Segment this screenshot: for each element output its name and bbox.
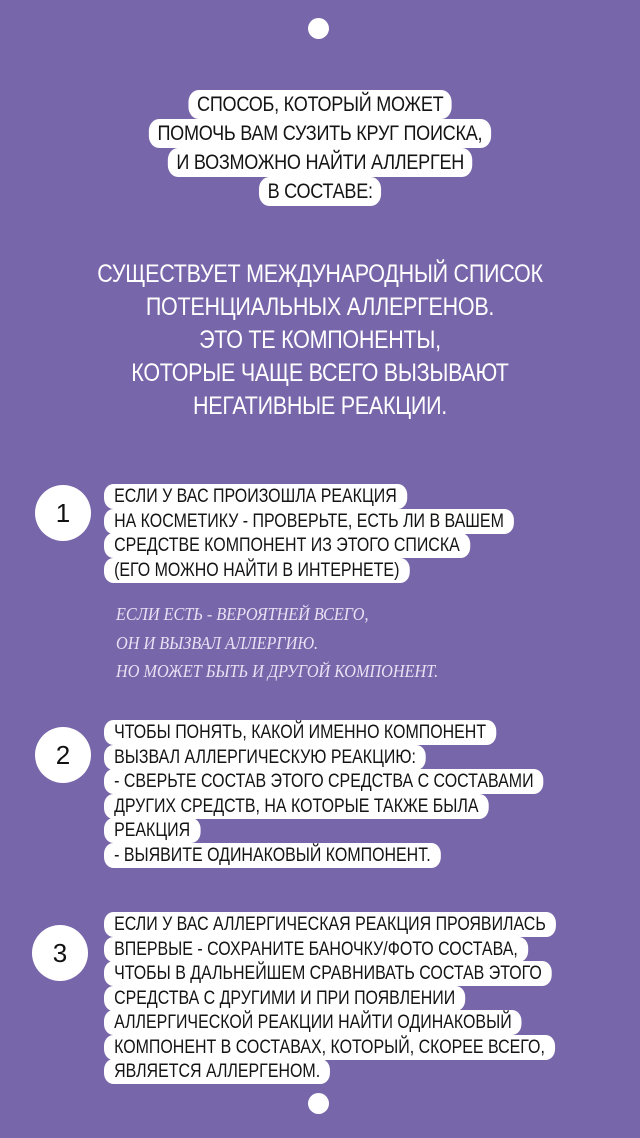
step-2-text: [104, 720, 544, 867]
step-number-badge: 1: [35, 485, 91, 541]
step-1-text: [104, 484, 514, 582]
step-line: ДРУГИХ СРЕДСТВ, НА КОТОРЫЕ ТАКЖЕ БЫЛА: [104, 794, 489, 819]
title-line: ПОМОЧЬ ВАМ СУЗИТЬ КРУГ ПОИСКА,: [149, 119, 491, 148]
bottom-dot: [308, 1093, 329, 1114]
step-line: - ВЫЯВИТЕ ОДИНАКОВЫЙ КОМПОНЕНТ.: [104, 843, 441, 868]
title: [0, 90, 640, 206]
title-line: СПОСОБ, КОТОРЫЙ МОЖЕТ: [188, 90, 452, 119]
step-line: СРЕДСТВЕ КОМПОНЕНТ ИЗ ЭТОГО СПИСКА: [104, 533, 470, 558]
step-line: ЯВЛЯЕТСЯ АЛЛЕРГЕНОМ.: [104, 1059, 330, 1084]
subtitle-line: СУЩЕСТВУЕТ МЕЖДУНАРОДНЫЙ СПИСОК: [97, 260, 543, 288]
step-line: ЕСЛИ У ВАС ПРОИЗОШЛА РЕАКЦИЯ: [104, 484, 407, 509]
step-line: ЧТОБЫ В ДАЛЬНЕЙШЕМ СРАВНИВАТЬ СОСТАВ ЭТОГО: [104, 961, 552, 986]
subtitle-line: ЭТО ТЕ КОМПОНЕНТЫ,: [199, 326, 441, 354]
step-line: ВЫЗВАЛ АЛЛЕРГИЧЕСКУЮ РЕАКЦИЮ:: [104, 745, 426, 770]
subtitle: [0, 258, 640, 423]
step-line: СРЕДСТВА С ДРУГИМИ И ПРИ ПОЯВЛЕНИИ: [104, 986, 465, 1011]
step-line: ЕСЛИ У ВАС АЛЛЕРГИЧЕСКАЯ РЕАКЦИЯ ПРОЯВИЛАСЬ: [104, 912, 556, 937]
step-line: КОМПОНЕНТ В СОСТАВАХ, КОТОРЫЙ, СКОРЕЕ ВСЕГО,: [104, 1035, 555, 1060]
step-number-badge: 2: [35, 727, 91, 783]
step-number-badge: 3: [32, 925, 88, 981]
note-line: ЕСЛИ ЕСТЬ - ВЕРОЯТНЕЙ ВСЕГО,: [116, 604, 369, 624]
step-line: (ЕГО МОЖНО НАЙТИ В ИНТЕРНЕТЕ): [104, 558, 409, 583]
step-line: ВПЕРВЫЕ - СОХРАНИТЕ БАНОЧКУ/ФОТО СОСТАВА,: [104, 937, 528, 962]
note-line: НО МОЖЕТ БЫТЬ И ДРУГОЙ КОМПОНЕНТ.: [116, 661, 439, 681]
subtitle-line: ПОТЕНЦИАЛЬНЫХ АЛЛЕРГЕНОВ.: [145, 293, 495, 321]
step-line: РЕАКЦИЯ: [104, 818, 200, 843]
note-line: ОН И ВЫЗВАЛ АЛЛЕРГИЮ.: [116, 632, 319, 653]
step-line: - СВЕРЬТЕ СОСТАВ ЭТОГО СРЕДСТВА С СОСТАВАМИ: [104, 769, 544, 794]
subtitle-line: КОТОРЫЕ ЧАЩЕ ВСЕГО ВЫЗЫВАЮТ: [131, 359, 509, 387]
step-1-note: [116, 600, 438, 686]
step-line: АЛЛЕРГИЧЕСКОЙ РЕАКЦИИ НАЙТИ ОДИНАКОВЫЙ: [104, 1010, 522, 1035]
title-line: И ВОЗМОЖНО НАЙТИ АЛЛЕРГЕН: [168, 148, 473, 177]
step-line: ЧТОБЫ ПОНЯТЬ, КАКОЙ ИМЕННО КОМПОНЕНТ: [104, 720, 496, 745]
title-line: В СОСТАВЕ:: [259, 177, 381, 206]
top-dot: [308, 18, 329, 39]
step-line: НА КОСМЕТИКУ - ПРОВЕРЬТЕ, ЕСТЬ ЛИ В ВАШЕМ: [104, 509, 514, 534]
subtitle-line: НЕГАТИВНЫЕ РЕАКЦИИ.: [193, 392, 447, 420]
step-3-text: [104, 912, 556, 1084]
